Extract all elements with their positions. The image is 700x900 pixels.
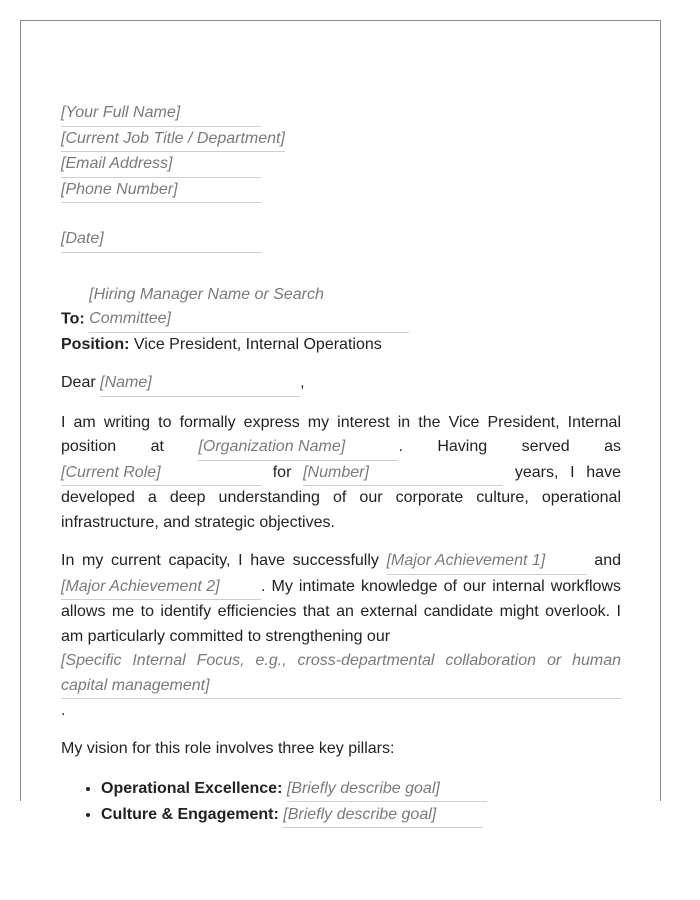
para1-text-3: for [272, 463, 292, 481]
para1-text-4: years, I have developed a deep understanding of our corporate culture, operational infrastructure, and strategic objectives. [61, 463, 621, 531]
paragraph-interest [61, 411, 621, 536]
letter-page [20, 20, 661, 823]
achievement-1-field[interactable]: [Major Achievement 1] [387, 549, 587, 575]
recipient-field[interactable]: [Hiring Manager Name or Search Committee] [89, 283, 409, 333]
pillar-label: Culture & Engagement: [101, 805, 279, 823]
pillar-goal-field[interactable]: [Briefly describe goal] [287, 776, 487, 802]
list-item [101, 802, 621, 828]
date-field[interactable]: [Date] [61, 227, 261, 253]
vision-intro: My vision for this role involves three key pillars: [61, 740, 395, 757]
para2-text-3: . My intimate knowledge of our internal workflows allows me to identify efficiencies that an external candidate might overlook. I am particularly committed to strengthening our [61, 577, 621, 645]
greeting-line [61, 371, 621, 397]
pillar-goal-field[interactable]: [Briefly describe goal] [283, 802, 483, 828]
paragraph-achievements [61, 549, 621, 723]
achievement-2-field[interactable]: [Major Achievement 2] [61, 575, 261, 601]
current-role-field[interactable]: [Current Role] [61, 461, 261, 487]
para1-text-1: I am writing to formally express my interest in the Vice President, Internal position at [61, 413, 621, 455]
position-line [61, 333, 621, 358]
dear-text: Dear [61, 374, 96, 391]
internal-focus-field[interactable]: [Specific Internal Focus, e.g., cross-departmental collaboration or human capital management] [61, 649, 621, 699]
job-title-field[interactable]: [Current Job Title / Department] [61, 127, 285, 153]
email-field[interactable]: [Email Address] [61, 152, 261, 178]
greeting-name-field[interactable]: [Name] [100, 371, 300, 397]
to-label: To: [61, 310, 85, 327]
full-name-field[interactable]: [Your Full Name] [61, 101, 261, 127]
sender-block [61, 101, 621, 203]
pillar-label: Operational Excellence: [101, 779, 283, 797]
pillars-list [61, 776, 621, 828]
greeting-comma: , [300, 374, 305, 391]
phone-field[interactable]: [Phone Number] [61, 178, 261, 204]
para2-text-4: . [61, 702, 66, 719]
letter-content [61, 101, 621, 828]
years-number-field[interactable]: [Number] [303, 461, 503, 487]
recipient-line [61, 283, 621, 333]
position-value: Vice President, Internal Operations [133, 335, 382, 353]
position-label: Position: [61, 335, 130, 353]
para2-text-1: In my current capacity, I have successfully [61, 552, 379, 569]
organization-name-field[interactable]: [Organization Name] [198, 435, 398, 461]
para2-text-2: and [594, 552, 621, 569]
para1-text-2: . Having served as [398, 438, 622, 455]
list-item [101, 776, 621, 802]
